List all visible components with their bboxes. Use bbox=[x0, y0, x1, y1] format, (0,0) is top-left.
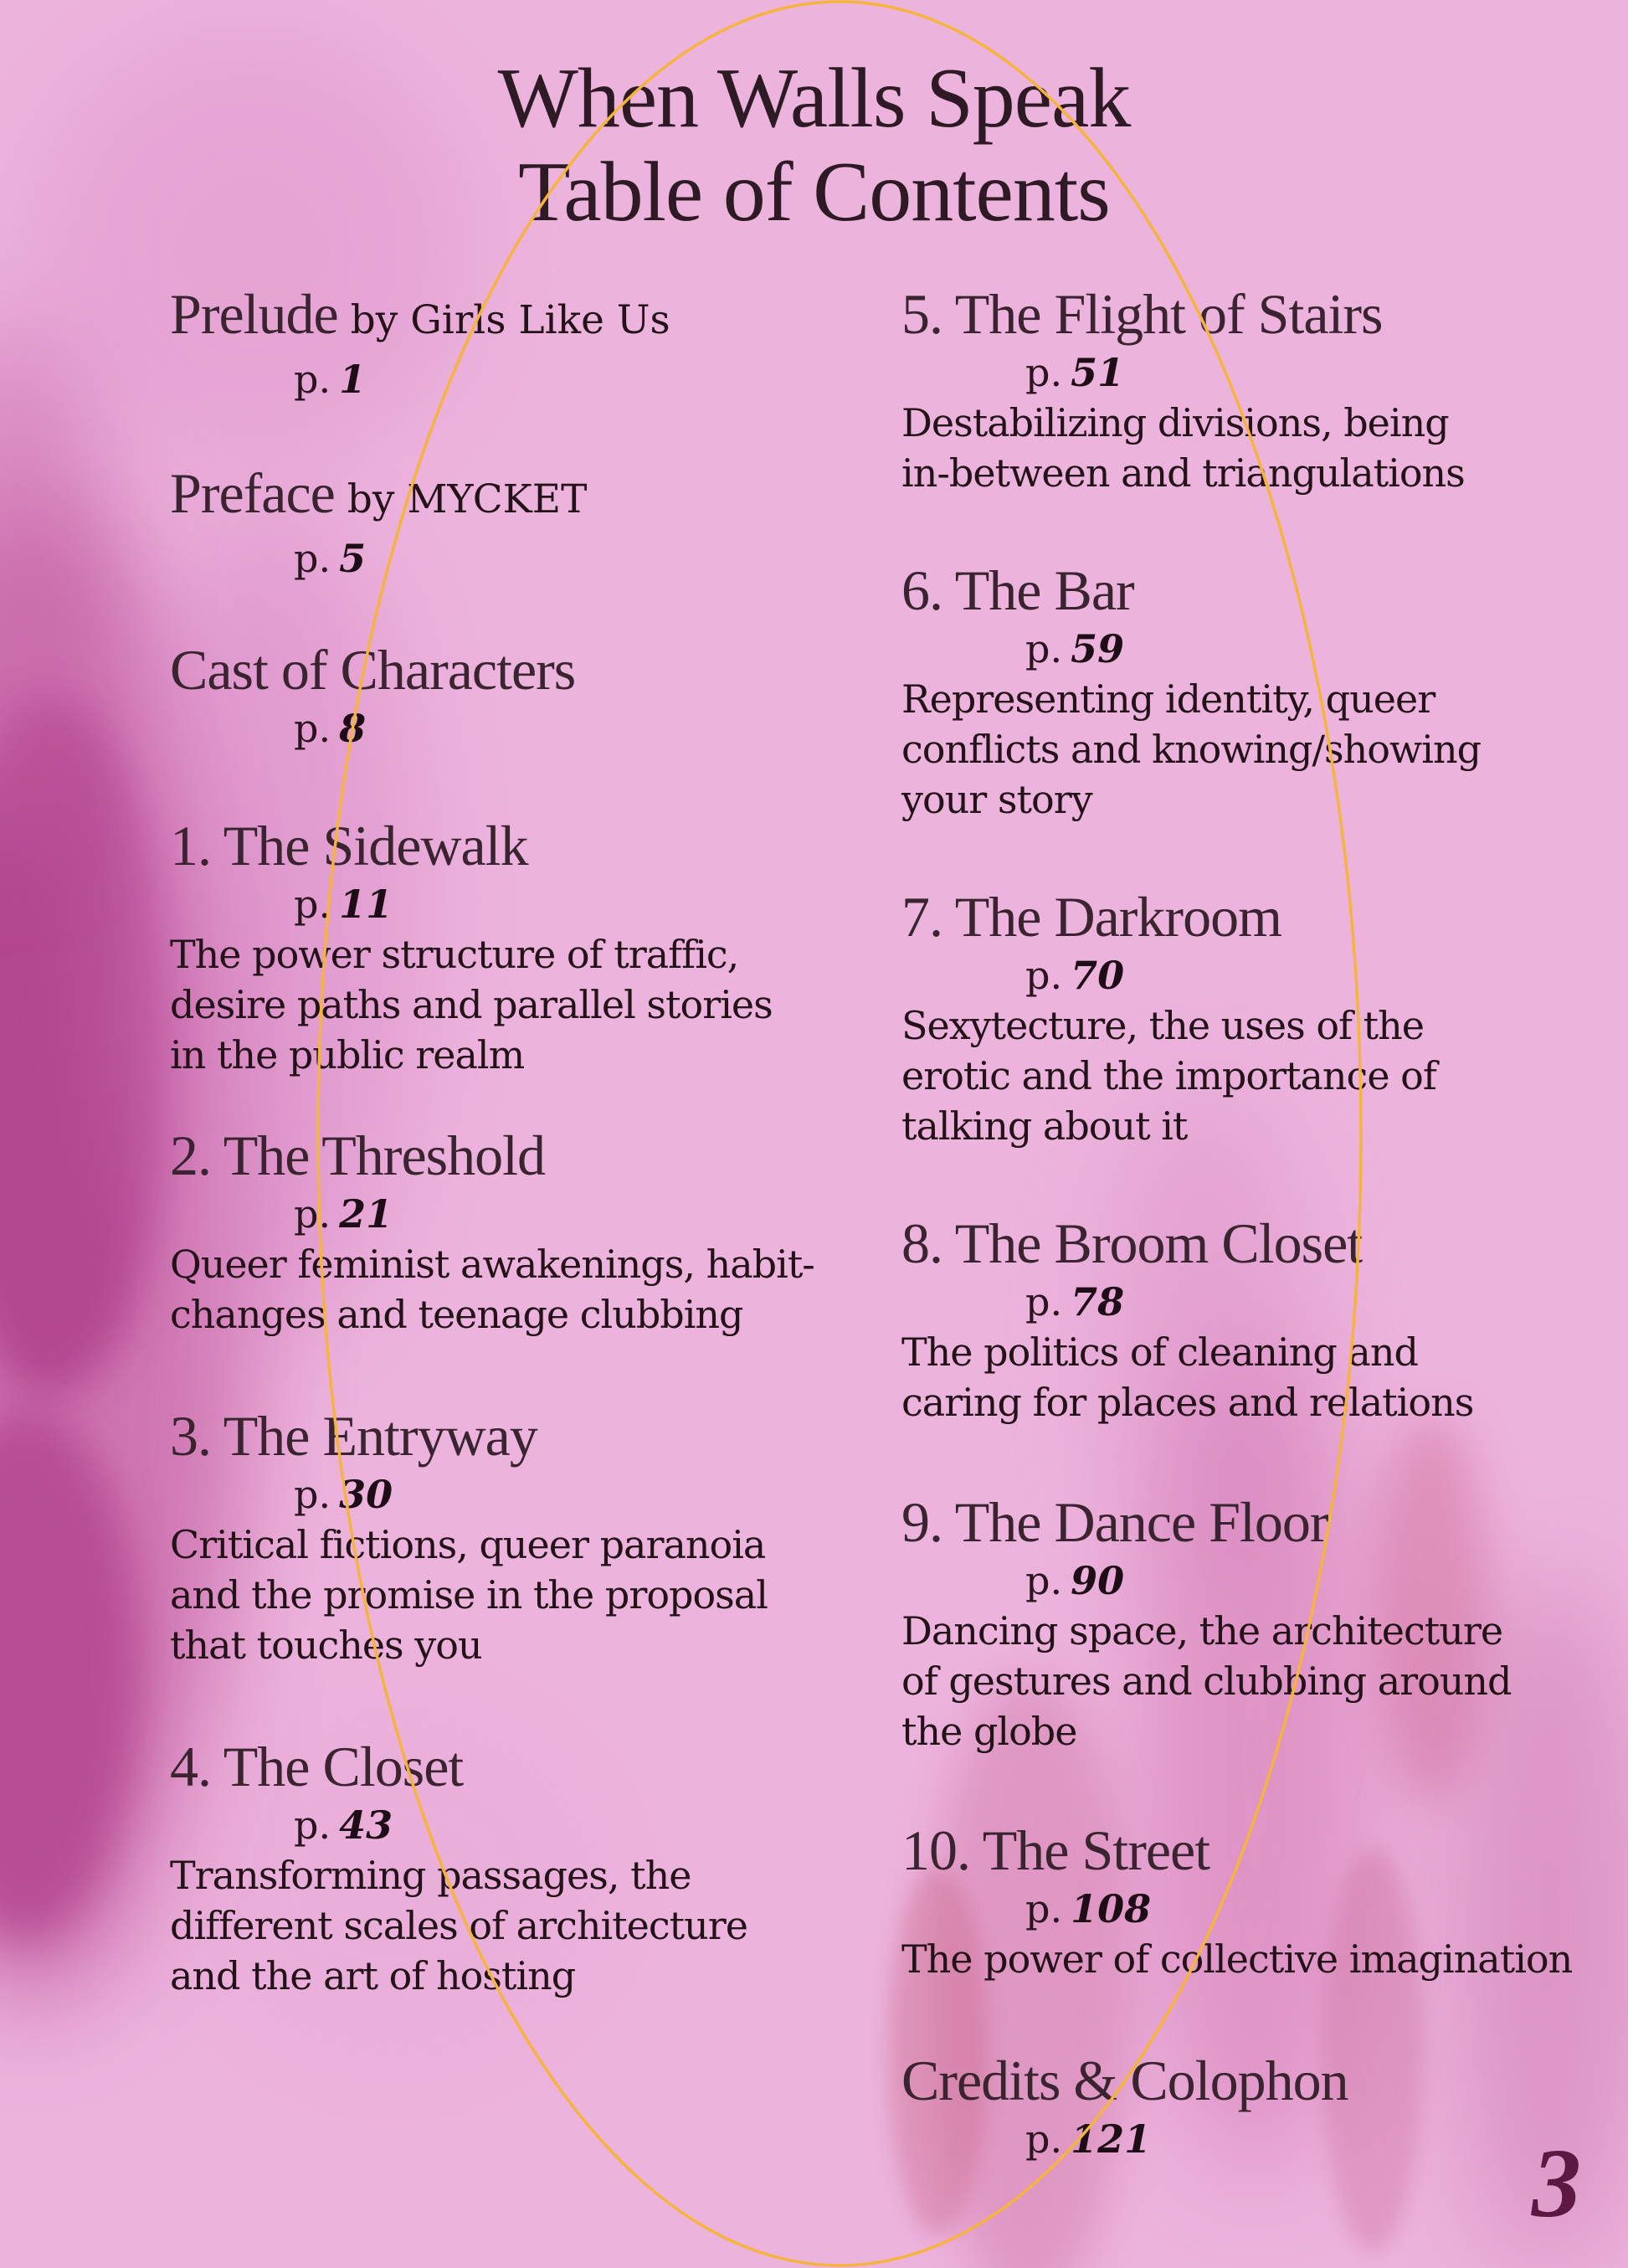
entry-title: Credits & Colophon bbox=[901, 2049, 1348, 2112]
toc-entry-bar[interactable] bbox=[901, 557, 1613, 825]
entry-title: 4. The Closet bbox=[170, 1735, 464, 1798]
page-prefix: p. bbox=[1025, 1279, 1063, 1324]
page-number: 59 bbox=[1071, 626, 1125, 671]
page-prefix: p. bbox=[1025, 1558, 1063, 1603]
toc-entry-closet[interactable] bbox=[170, 1733, 890, 2001]
entry-desc-line: Sexytecture, the uses of the bbox=[901, 1003, 1425, 1048]
page-number: 78 bbox=[1071, 1279, 1125, 1324]
entry-desc-line: desire paths and parallel stories bbox=[170, 982, 773, 1027]
entry-desc-line: Queer feminist awakenings, habit- bbox=[170, 1242, 814, 1287]
page-prefix: p. bbox=[294, 1803, 331, 1848]
entry-title: 2. The Threshold bbox=[170, 1124, 545, 1187]
page-prefix: p. bbox=[1025, 1886, 1063, 1931]
page-title bbox=[0, 52, 1628, 239]
page-prefix: p. bbox=[1025, 953, 1063, 998]
entry-desc-line: and the promise in the proposal bbox=[170, 1572, 768, 1617]
entry-desc-line: of gestures and clubbing around bbox=[901, 1659, 1512, 1704]
entry-desc-line: erotic and the importance of bbox=[901, 1053, 1436, 1098]
entry-title: 10. The Street bbox=[901, 1818, 1210, 1882]
entry-desc-line: The politics of cleaning and bbox=[901, 1329, 1418, 1375]
toc-entry-entryway[interactable] bbox=[170, 1402, 890, 1670]
entry-title: 5. The Flight of Stairs bbox=[901, 282, 1383, 346]
toc-entry-prelude[interactable] bbox=[170, 280, 890, 404]
entry-desc-line: the globe bbox=[901, 1709, 1077, 1754]
entry-desc-line: Dancing space, the architecture bbox=[901, 1608, 1503, 1653]
entry-title: Cast of Characters bbox=[170, 638, 576, 702]
toc-entry-street[interactable] bbox=[901, 1817, 1613, 1984]
page-number: 90 bbox=[1071, 1558, 1125, 1603]
page-number: 11 bbox=[339, 882, 393, 927]
entry-title: 9. The Dance Floor bbox=[901, 1490, 1328, 1554]
entry-desc-line: your story bbox=[901, 777, 1092, 822]
entry-desc-line: Destabilizing divisions, being bbox=[901, 400, 1449, 445]
page-prefix: p. bbox=[1025, 350, 1063, 395]
toc-entry-credits[interactable] bbox=[901, 2047, 1613, 2164]
page-number: 70 bbox=[1071, 953, 1125, 998]
toc-entry-dance-floor[interactable] bbox=[901, 1489, 1613, 1756]
page-number: 108 bbox=[1071, 1886, 1152, 1931]
page-number: 51 bbox=[1071, 350, 1125, 395]
page-number: 1 bbox=[339, 357, 367, 402]
page-prefix: p. bbox=[1025, 626, 1063, 671]
entry-title: 1. The Sidewalk bbox=[170, 814, 528, 877]
page-number: 43 bbox=[339, 1803, 393, 1848]
page-prefix: p. bbox=[294, 1472, 331, 1517]
page-prefix: p. bbox=[294, 706, 331, 751]
entry-desc-line: and the art of hosting bbox=[170, 1953, 576, 1998]
entry-title: 3. The Entryway bbox=[170, 1404, 537, 1468]
page-prefix: p. bbox=[294, 536, 331, 581]
page-prefix: p. bbox=[1025, 2116, 1063, 2162]
entry-desc-line: in the public realm bbox=[170, 1032, 525, 1077]
toc-entry-darkroom[interactable] bbox=[901, 883, 1613, 1151]
page-number: 21 bbox=[339, 1191, 393, 1237]
entry-desc-line: conflicts and knowing/showing bbox=[901, 727, 1482, 772]
entry-desc-line: in-between and triangulations bbox=[901, 450, 1465, 496]
page-prefix: p. bbox=[294, 1191, 331, 1237]
page-number: 121 bbox=[1071, 2116, 1152, 2162]
title-line-1: When Walls Speak bbox=[497, 51, 1131, 146]
entry-desc-line: The power structure of traffic, bbox=[170, 932, 739, 977]
entry-desc-line: that touches you bbox=[170, 1623, 482, 1668]
folio-page-number: 3 bbox=[1532, 2128, 1581, 2238]
entry-desc-line: talking about it bbox=[901, 1103, 1188, 1149]
toc-entry-broom-closet[interactable] bbox=[901, 1210, 1613, 1427]
toc-entry-sidewalk[interactable] bbox=[170, 812, 890, 1080]
page-number: 8 bbox=[339, 706, 367, 751]
page-number: 5 bbox=[339, 536, 367, 581]
toc-entry-threshold[interactable] bbox=[170, 1122, 890, 1340]
entry-title: Prelude bbox=[170, 282, 338, 346]
entry-desc-line: Critical fictions, queer paranoia bbox=[170, 1522, 766, 1567]
page-prefix: p. bbox=[294, 357, 331, 402]
entry-desc-line: The power of collective imagination bbox=[901, 1936, 1573, 1982]
entry-desc-line: changes and teenage clubbing bbox=[170, 1292, 743, 1337]
entry-desc-line: caring for places and relations bbox=[901, 1380, 1474, 1425]
toc-entry-stairs[interactable] bbox=[901, 280, 1613, 498]
entry-title: Preface bbox=[170, 461, 335, 525]
page-number: 30 bbox=[339, 1472, 393, 1517]
entry-title: 6. The Bar bbox=[901, 558, 1134, 622]
entry-title: 7. The Darkroom bbox=[901, 885, 1281, 949]
entry-desc-line: Transforming passages, the bbox=[170, 1853, 691, 1898]
entry-title: 8. The Broom Closet bbox=[901, 1211, 1363, 1275]
entry-byline: by Girls Like Us bbox=[337, 297, 670, 343]
title-line-2: Table of Contents bbox=[518, 145, 1110, 239]
entry-desc-line: Representing identity, queer bbox=[901, 676, 1435, 722]
toc-entry-preface[interactable] bbox=[170, 460, 890, 584]
entry-byline: by MYCKET bbox=[334, 476, 588, 522]
entry-desc-line: different scales of architecture bbox=[170, 1903, 747, 1948]
toc-entry-cast[interactable] bbox=[170, 636, 890, 753]
page-prefix: p. bbox=[294, 882, 331, 927]
